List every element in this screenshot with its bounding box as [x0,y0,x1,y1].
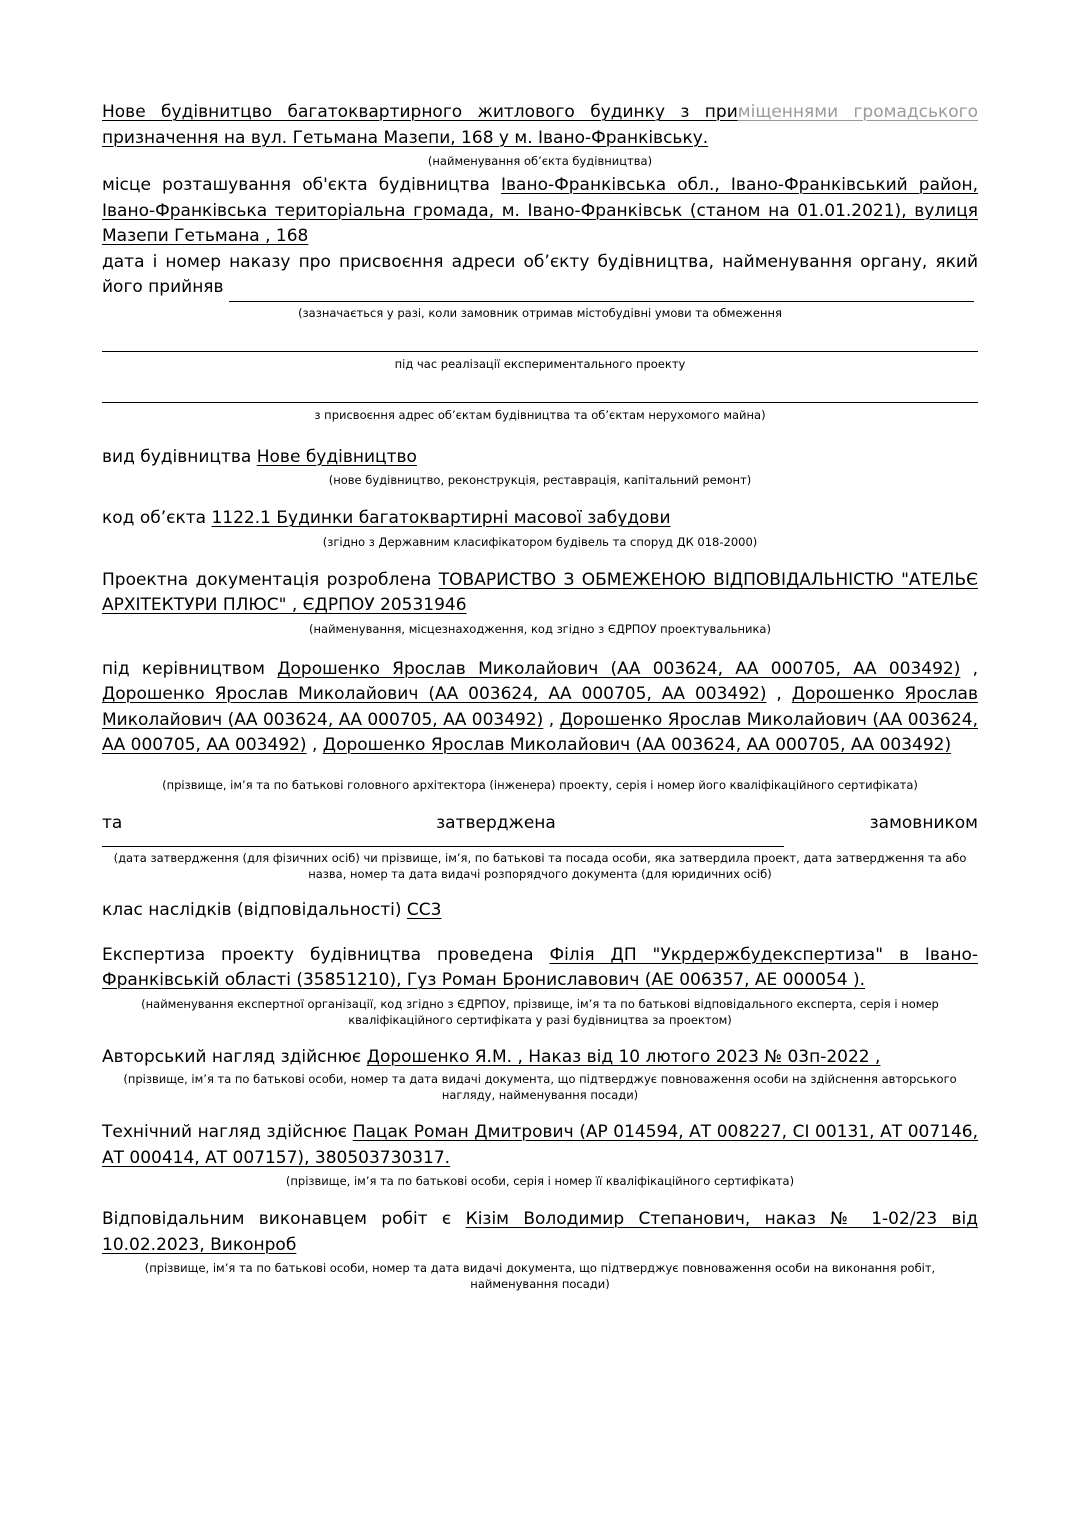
address-order-blank-line-1 [102,321,978,352]
document-content [102,100,978,1292]
object-code-paragraph [102,506,978,532]
supervisor-name-2: Дорошенко Ярослав Миколайович (АА 003624, АА 000705, АА 003492) [102,684,767,704]
supervision-label: під керівництвом [102,658,265,679]
executor-label: Відповідальним виконавцем робіт є [102,1209,452,1229]
address-order-caption1: (зазначається у разі, коли замовник отримав містобудівні умови та обмеження [298,305,782,320]
technical-supervision-value: Пацак Роман Дмитрович (АР 014594, АТ 008227, СІ 00131, АТ 007146, АТ 000414, АТ 007157), 380503730317. [102,1122,978,1168]
approval-caption: (дата затвердження (для фізичних осіб) чи прізвище, ім’я, по батькові та посада особи, яка затвердила проект, дата затвердження та або назва, номер та дата видачі розпорядчого документа (для юридичних осіб) [113,851,967,881]
supervisor-name-1: Дорошенко Ярослав Миколайович (АА 003624, АА 000705, АА 003492) [277,658,961,679]
technical-supervision-paragraph [102,1120,978,1171]
approval-blank-line [102,836,784,847]
executor-caption: (прізвище, ім’я та по батькові особи, номер та дата видачі документа, що підтверджує повноваження особи на виконання робіт, найменування посади) [144,1261,936,1291]
author-supervision-value: Дорошенко Я.М. , Наказ від 10 лютого 2023 № 03п-2022 , [366,1046,881,1067]
address-order-label: дата і номер наказу про присвоєння адреси об’єкту будівництва, найменування органу, який його прийняв [102,251,978,297]
location-label: місце розташування об'єкта будівництва [102,175,490,195]
author-supervision-caption: (прізвище, ім’я та по батькові особи, номер та дата видачі документа, що підтверджує повноваження особи на здійснення авторського нагляду, найменування посади) [123,1072,957,1102]
author-supervision-paragraph [102,1045,978,1071]
supervisor-name-3: Дорошенко Ярослав Миколайович (АА 003624, АА 000705, АА 003492) [102,684,978,730]
expertise-paragraph [102,943,978,994]
approval-row [102,811,978,837]
expertise-caption: (найменування експертної організації, код згідно з ЄДРПОУ, прізвище, ім’я та по батькові відповідального експерта, серія і номер кваліфікаційного сертифіката у разі будівництва за проектом) [141,996,939,1027]
object-name-faded: міщеннями громадського [737,102,978,122]
design-label: Проектна документація розроблена [102,569,432,590]
object-name-part2: призначення на вул. Гетьмана Мазепи, 168 у м. Івано-Франківську. [102,127,709,148]
executor-paragraph [102,1207,978,1258]
object-name [102,100,978,151]
design-caption: (найменування, місцезнаходження, код згідно з ЄДРПОУ проектувальника) [309,621,771,636]
consequence-class-paragraph [102,898,978,924]
construction-type-label: вид будівництва [102,446,252,467]
address-order-fill-line [229,275,974,302]
technical-supervision-caption: (прізвище, ім’я та по батькові особи, серія і номер її кваліфікаційного сертифіката) [285,1174,795,1188]
object-caption: (найменування об’єкта будівництва) [427,154,653,168]
consequence-class-value: СС3 [406,900,442,920]
executor-value: Кізім Володимир Степанович, наказ № 1-02/23 від 10.02.2023, Виконроб [102,1209,978,1255]
object-code-caption: (згідно з Державним класифікатором будівель та споруд ДК 018-2000) [322,534,758,549]
design-value: ТОВАРИСТВО З ОБМЕЖЕНОЮ ВІДПОВІДАЛЬНІСТЮ "АТЕЛЬЄ АРХІТЕКТУРИ ПЛЮС" , ЄДРПОУ 20531946 [102,569,979,615]
supervision-caption: (прізвище, ім’я та по батькові головного архітектора (інженера) проекту, серія і номер його кваліфікаційного сертифіката) [162,777,918,792]
technical-supervision-label: Технічний нагляд здійснює [102,1122,348,1142]
expertise-label: Експертиза проекту будівництва проведена [102,944,534,965]
object-code-value: 1122.1 Будинки багатоквартирні масової забудови [211,508,671,528]
author-supervision-label: Авторський нагляд здійснює [102,1046,362,1067]
construction-type-caption: (нове будівництво, реконструкція, реставрація, капітальний ремонт) [328,473,752,487]
object-name-part1: Нове будівнитцво багатоквартирного житлового будинку з при [102,102,738,122]
location-paragraph [102,173,978,250]
consequence-class-label: клас наслідків (відповідальності) [102,900,402,920]
construction-type-value: Нове будівництво [256,446,417,467]
supervision-paragraph: під керівництвом Дорошенко Ярослав Миколайович (АА 003624, АА 000705, АА 003492) , Дорошенко Ярослав Миколайович (АА 003624, АА 000705, АА 003492) , Дорошенко Ярослав Миколайович (АА 003624, АА 000705, АА 003492) , Дорошенко Ярослав Миколайович (АА 003624, АА 000705, АА 003492) , Дорошенко Ярослав Миколайович (АА 003624, АА 000705, АА 003492) [102,658,979,755]
supervisor-name-4: Дорошенко Ярослав Миколайович (АА 003624, АА 000705, АА 003492) [102,709,979,755]
construction-type-paragraph [102,445,978,471]
approval-word-3: замовником [869,812,978,833]
address-order-caption2: під час реалізації експериментального проекту [394,356,686,371]
object-code-label: код об’єкта [102,508,207,528]
location-value: Івано-Франківська обл., Івано-Франківський район, Івано-Франківська територіальна громада, м. Івано-Франківськ (станом на 01.01.2021), вулиця Мазепи Гетьмана , 168 [102,175,978,246]
address-order-paragraph [102,250,978,302]
approval-word-1: та [102,812,123,833]
address-order-caption3: з присвоєння адрес об’єктам будівництва та об’єктам нерухомого майна) [314,407,766,422]
supervisor-name-5: Дорошенко Ярослав Миколайович (АА 003624, АА 000705, АА 003492) [322,735,952,755]
design-paragraph [102,568,978,619]
address-order-blank-line-2 [102,372,978,403]
approval-word-2: затверджена [436,812,556,833]
expertise-value: Філія ДП "Укрдержбудекспертиза" в Івано-Франківській області (35851210), Гуз Роман Брониславович (АЕ 006357, АЕ 000054 ). [102,944,979,990]
